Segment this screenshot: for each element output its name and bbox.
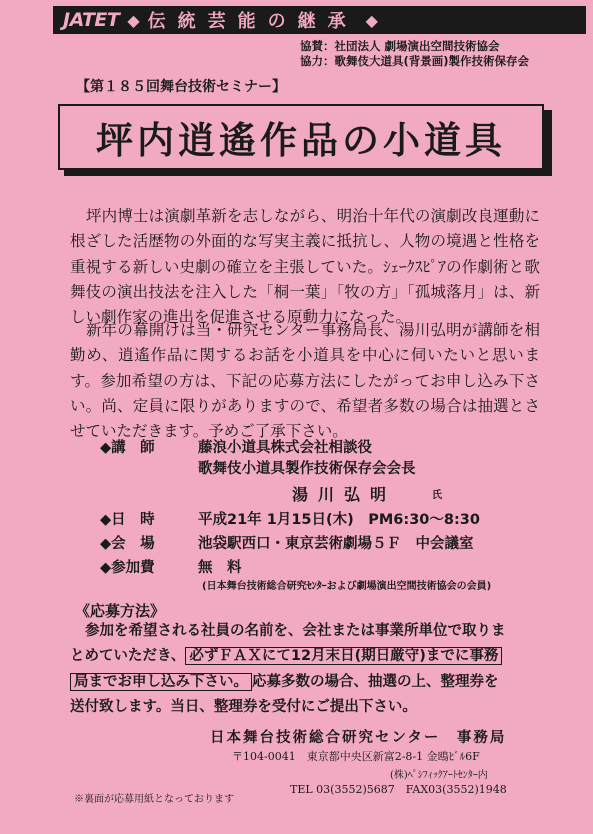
lecturer-affiliation-1: 藤浪小道具株式会社相談役 xyxy=(198,440,372,456)
office-contact: TEL 03(3552)5687 FAX03(3552)1948 xyxy=(290,783,507,796)
office-company: (株)ﾍﾟｼﾌｨｯｸｱｰﾄｾﾝﾀｰ内 xyxy=(390,770,488,781)
fee-note: (日本舞台技術総合研究ｾﾝﾀｰおよび劇場演出空間技術協会の会員) xyxy=(202,581,492,592)
lecturer-honorific: 氏 xyxy=(432,490,442,501)
lecturer-affiliation-2: 歌舞伎小道具製作技術保存会会長 xyxy=(198,461,416,477)
intro-paragraph: 坪内博士は演劇革新を志しながら、明治十年代の演劇改良運動に根ざした活歴物の外面的な写実主義に抵抗し、人物の境遇と性格を重視する新しい史劇の確立を主張していた。ｼｪｰｸｽﾋﾟｱの作劇術と歌舞伎の演出技法を注入した「桐一葉」「牧の方」「孤城落月」は、新しい劇作家の進出を促進させる原動力になった。 xyxy=(70,207,540,327)
date-label: ◆日 時 xyxy=(100,512,155,528)
venue-value: 池袋駅西口・東京芸術劇場５Ｆ 中会議室 xyxy=(198,536,474,552)
application-line xyxy=(70,670,548,695)
lecturer-label: ◆講 師 xyxy=(100,440,155,456)
page-title: 坪内逍遙作品の小道具 xyxy=(96,118,506,162)
application-text: 応募多数の場合、抽選の上、整理券を xyxy=(252,673,499,690)
application-line: 参加を希望される社員の名前を、会社または事業所単位で取りま xyxy=(85,623,506,639)
application-text: とめていただき、 xyxy=(70,648,186,665)
application-line xyxy=(70,644,548,669)
header-band xyxy=(53,6,586,34)
jatet-logo: JATET xyxy=(63,9,120,31)
diamond-icon: ◆ xyxy=(365,10,378,30)
seminar-label: 【第１８５回舞台技術セミナー】 xyxy=(76,79,286,95)
fee-value: 無 料 xyxy=(198,560,242,576)
application-instructions xyxy=(70,619,548,720)
announcement-paragraph: 新年の幕開けは当・研究センター事務局長、湯川弘明が講師を相勤め、逍遙作品に関するお話を小道具を中心に伺いたいと思います。参加希望の方は、下記の応募方法にしたがってお申し込み下さい。尚、定員に限りがありますので、希望者多数の場合は抽選とさせていただきます。予めご了承下さい。 xyxy=(70,321,540,441)
date-value: 平成21年 1月15日(木) PM6:30～8:30 xyxy=(198,512,480,528)
office-name: 日本舞台技術総合研究センター 事務局 xyxy=(210,730,507,746)
cooperation-line: 協力：歌舞伎大道具(背景画)製作技術保存会 xyxy=(300,54,530,68)
venue-label: ◆会 場 xyxy=(100,536,155,552)
fax-deadline-boxed: 必ずＦＡＸにて12月末日(期日厳守)までに事務 xyxy=(185,647,502,665)
sponsor-line: 協賛：社団法人 劇場演出空間技術協会 xyxy=(300,39,500,53)
application-heading: 《応募方法》 xyxy=(75,602,166,620)
submit-to-office-boxed: 局までお申し込み下さい。 xyxy=(70,673,252,691)
fee-label: ◆参加費 xyxy=(100,560,155,576)
title-box xyxy=(58,104,544,170)
office-address: 〒104-0041 東京都中央区新富2-8-1 金鴎ﾋﾞﾙ6F xyxy=(232,750,480,763)
diamond-icon: ◆ xyxy=(127,10,140,30)
application-line: 送付致します。当日、整理券を受付にご提出下さい。 xyxy=(70,698,417,715)
footnote: ※裏面が応募用紙となっております xyxy=(74,794,234,805)
series-title: 伝統芸能の継承 xyxy=(147,11,358,32)
lecturer-name: 湯川弘明 xyxy=(292,485,397,504)
